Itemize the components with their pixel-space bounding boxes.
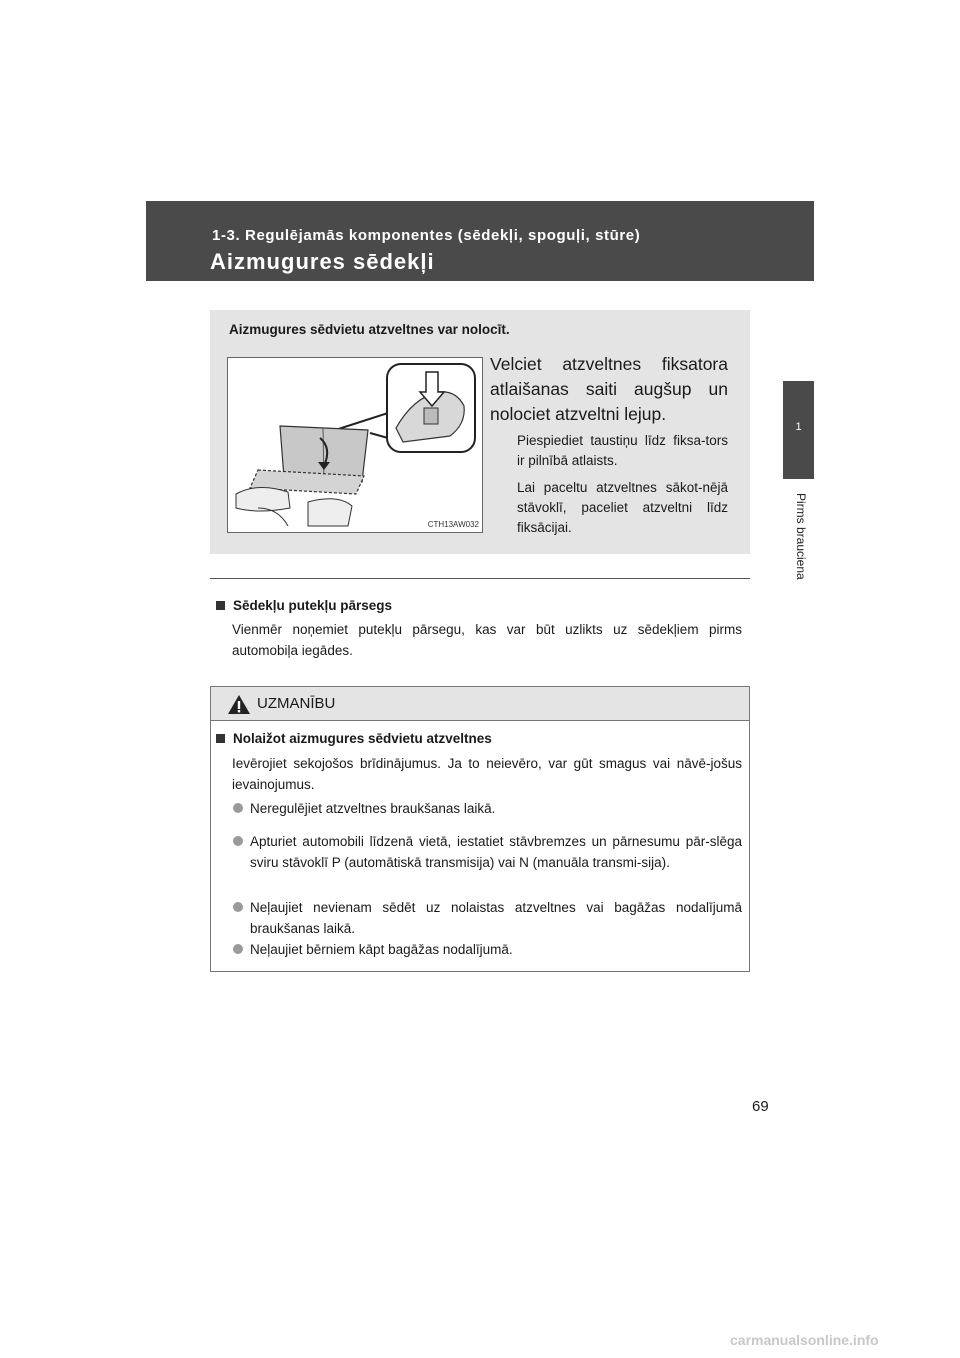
caution-bullet-text: Neregulējiet atzveltnes braukšanas laikā. (250, 801, 496, 816)
caution-bullet (232, 897, 742, 939)
caution-bullet (232, 831, 742, 873)
chapter-label: Pirms brauciena (794, 493, 808, 580)
bullet-dot-icon (233, 836, 243, 846)
caution-bullet (232, 939, 742, 960)
dust-cover-body: Vienmēr noņemiet putekļu pārsegu, kas var būt uzlikts uz sēdekļiem pirms automobiļa iegādes. (232, 622, 742, 658)
instruction-box (210, 310, 750, 554)
instruction-note-2: Lai paceltu atzveltnes sākot-nējā stāvoklī, paceliet atzveltni līdz fiksācijai. (517, 480, 728, 535)
caution-intro: Ievērojiet sekojošos brīdinājumus. Ja to neievēro, var gūt smagus vai nāvē-jošus ievainojumus. (232, 756, 742, 792)
chapter-tab (783, 381, 814, 479)
bullet-dot-icon (233, 803, 243, 813)
warning-triangle-icon (227, 694, 251, 715)
bullet-dot-icon (233, 902, 243, 912)
caution-bullet-text: Apturiet automobili līdzenā vietā, iestatiet stāvbremzes un pārnesumu pār-slēga sviru stāvoklī P (automātiskā transmisija) vai N (manuāla transmi-sija). (250, 834, 742, 870)
page-title: Aizmugures sēdekļi (210, 249, 435, 274)
section-title: 1-3. Regulējamās komponentes (sēdekļi, spoguļi, stūre) (212, 227, 641, 244)
bullet-dot-icon (233, 944, 243, 954)
instruction-note-1: Piespiediet taustiņu līdz fiksa-tors ir pilnībā atlaists. (517, 433, 728, 468)
caution-bullet-text: Neļaujiet nevienam sēdēt uz nolaistas atzveltnes vai bagāžas nodalījumā braukšanas laikā. (250, 900, 742, 936)
caution-heading (216, 731, 492, 746)
caution-label: UZMANĪBU (257, 695, 336, 712)
square-bullet-icon (216, 734, 225, 743)
instruction-main-text: Velciet atzveltnes fiksatora atlaišanas saiti augšup un nolociet atzveltni lejup. (490, 354, 728, 424)
square-bullet-icon (216, 601, 225, 610)
caution-box (210, 686, 750, 972)
section-header (146, 201, 814, 281)
caution-heading-text: Nolaižot aizmugures sēdvietu atzveltnes (233, 731, 492, 746)
watermark: carmanualsonline.info (730, 1332, 879, 1348)
figure-code: CTH13AW032 (427, 520, 479, 529)
folding-seat-drawing (228, 358, 482, 532)
page-number: 69 (752, 1098, 769, 1115)
instruction-intro: Aizmugures sēdvietu atzveltnes var nolocīt. (229, 322, 510, 337)
chapter-number: 1 (795, 421, 802, 433)
caution-bullet (232, 798, 742, 819)
dust-cover-title: Sēdekļu putekļu pārsegs (233, 598, 393, 613)
divider (210, 578, 750, 579)
caution-header (211, 687, 749, 721)
seat-illustration (227, 357, 483, 533)
caution-bullet-text: Neļaujiet bērniem kāpt bagāžas nodalījumā. (250, 942, 513, 957)
dust-cover-heading (216, 598, 392, 613)
